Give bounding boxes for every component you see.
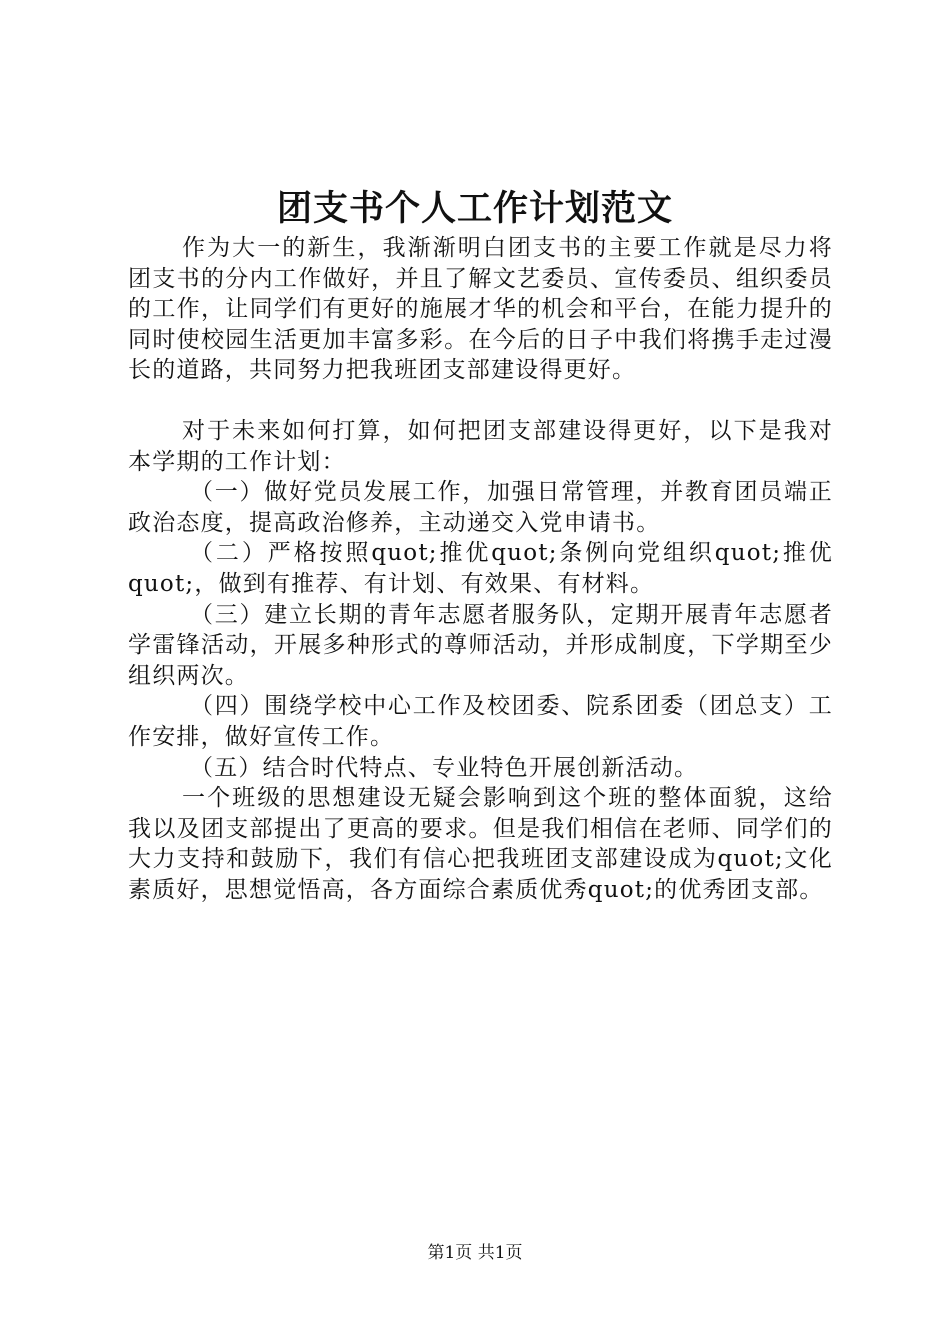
plan-item-4: （四）围绕学校中心工作及校团委、院系团委（团总支）工作安排，做好宣传工作。	[128, 693, 833, 750]
plan-item-5: （五）结合时代特点、专业特色开展创新活动。	[190, 754, 699, 781]
document-title: 团支书个人工作计划范文	[276, 188, 673, 229]
paragraph-gap	[128, 386, 833, 416]
intro-paragraph: 作为大一的新生，我渐渐明白团支书的主要工作就是尽力将团支书的分内工作做好，并且了解文艺委员、宣传委员、组织委员的工作，让同学们有更好的施展才华的机会和平台，在能力提升的同时使校园生活更加丰富多彩。在今后的日子中我们将携手走过漫长的道路，共同努力把我班团支部建设得更好。	[128, 235, 833, 384]
plan-item-1: （一）做好党员发展工作，加强日常管理，并教育团员端正政治态度，提高政治修养，主动递交入党申请书。	[128, 479, 833, 536]
closing-paragraph: 一个班级的思想建设无疑会影响到这个班的整体面貌，这给我以及团支部提出了更高的要求。但是我们相信在老师、同学们的大力支持和鼓励下，我们有信心把我班团支部建设成为quot;文化素质好，思想觉悟高，各方面综合素质优秀quot;的优秀团支部。	[128, 785, 833, 903]
document-body	[128, 233, 833, 905]
page-footer: 第1页 共1页	[427, 1243, 523, 1263]
plan-item-2: （二）严格按照quot;推优quot;条例向党组织quot;推优quot;，做到有推荐、有计划、有效果、有材料。	[128, 540, 833, 597]
plan-item-3: （三）建立长期的青年志愿者服务队，定期开展青年志愿者学雷锋活动，开展多种形式的尊师活动，并形成制度，下学期至少组织两次。	[128, 601, 833, 689]
plan-intro-paragraph: 对于未来如何打算，如何把团支部建设得更好，以下是我对本学期的工作计划：	[128, 417, 833, 475]
